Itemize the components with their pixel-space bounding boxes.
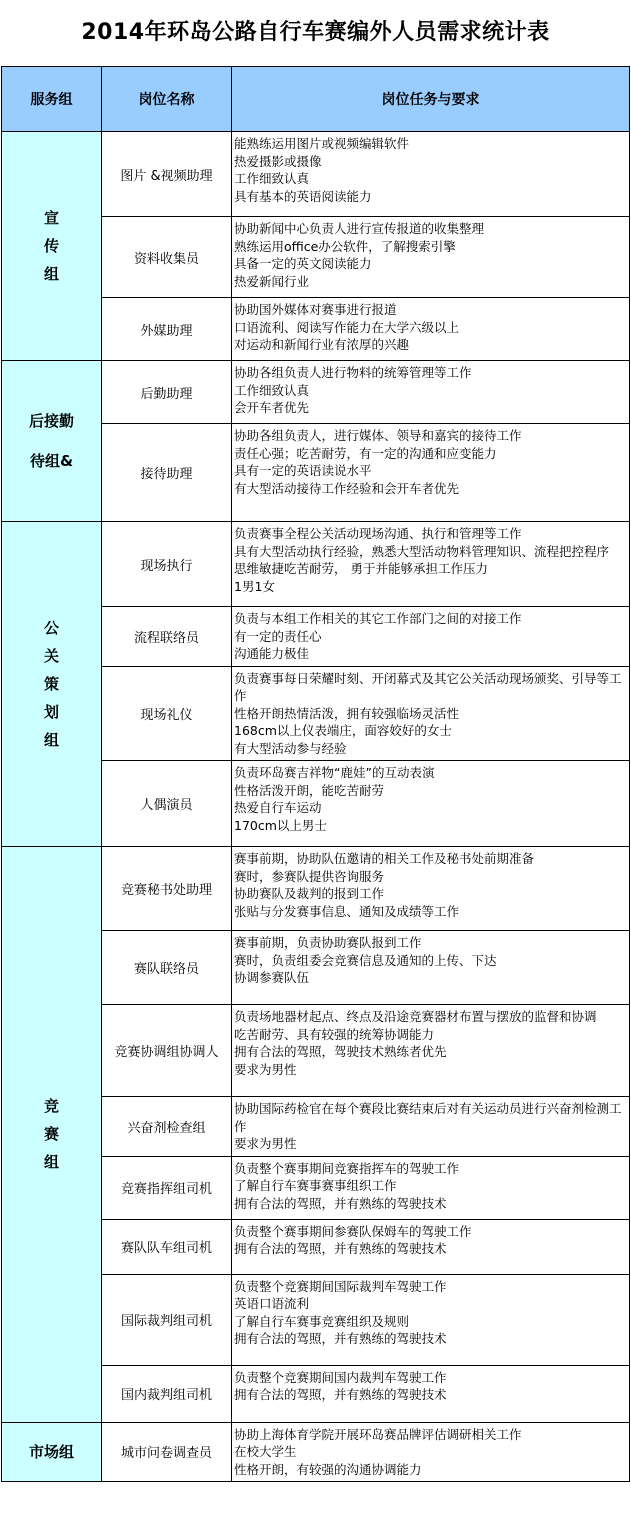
position-name: 外媒助理	[102, 298, 232, 361]
group-name: 后接勤待组&	[29, 412, 75, 470]
requirement-line: 熟练运用office办公软件，了解搜索引擎	[234, 238, 456, 254]
staff-table	[1, 66, 630, 1482]
requirements-cell	[232, 1156, 630, 1219]
requirement-line: 赛时，负责组委会竞赛信息及通知的上传、下达	[234, 952, 497, 968]
requirement-line: 有大型活动接待工作经验和会开车者优先	[234, 480, 460, 496]
group-name: 竞赛组	[43, 1097, 59, 1172]
requirement-line: 有一定的责任心	[234, 628, 322, 644]
group-name: 市场组	[28, 1442, 74, 1461]
requirement-line: 协助上海体育学院开展环岛赛品牌评估调研相关工作	[234, 1426, 522, 1442]
requirement-line: 负责整个竞赛期间国内裁判车驾驶工作	[234, 1369, 447, 1385]
requirement-line: 协助各组负责人进行物料的统筹管理等工作	[234, 365, 472, 380]
table-body	[2, 132, 630, 1482]
requirement-line: 负责整个赛事期间参赛队保姆车的驾驶工作	[234, 1223, 472, 1239]
requirement-line: 负责整个赛事期间竞赛指挥车的驾驶工作	[234, 1160, 460, 1176]
page-title: 2014年环岛公路自行车赛编外人员需求统计表	[81, 20, 550, 45]
table-row	[2, 132, 630, 217]
requirement-line: 要求为男性	[234, 1136, 297, 1151]
position-name: 兴奋剂检查组	[102, 1097, 232, 1157]
requirement-line: 拥有合法的驾照，驾驶技术熟练者优先	[234, 1044, 447, 1059]
requirements-cell	[232, 361, 630, 424]
table-row	[2, 847, 630, 931]
requirement-line: 要求为男性	[234, 1061, 297, 1077]
header-position: 岗位名称	[102, 67, 232, 132]
requirement-line: 负责整个竞赛期间国际裁判车驾驶工作	[234, 1278, 447, 1294]
position-name: 竞赛秘书处助理	[102, 847, 232, 931]
group-cell	[2, 132, 102, 361]
group-cell	[2, 847, 102, 1423]
requirement-line: 英语口语流利	[234, 1296, 310, 1311]
position-name: 国际裁判组司机	[102, 1274, 232, 1365]
requirement-line: 负责场地器材起点、终点及沿途竞赛器材布置与摆放的监督和协调	[234, 1009, 597, 1024]
table-row	[2, 1422, 630, 1482]
requirement-line: 负责与本组工作相关的其它工作部门之间的对接工作	[234, 611, 522, 626]
requirements-cell	[232, 217, 630, 298]
requirements-cell	[232, 298, 630, 361]
requirement-line: 拥有合法的驾照，并有熟练的驾驶技术	[234, 1387, 447, 1402]
header-group: 服务组	[2, 67, 102, 132]
table-row	[2, 522, 630, 607]
group-cell	[2, 522, 102, 847]
requirements-cell	[232, 1422, 630, 1482]
position-name: 赛队联络员	[102, 931, 232, 1005]
requirement-line: 有大型活动参与经验	[234, 740, 347, 756]
requirement-line: 性格开朗，有较强的沟通协调能力	[234, 1461, 422, 1477]
requirement-line: 拥有合法的驾照，并有熟练的驾驶技术	[234, 1195, 447, 1211]
requirement-line: 会开车者优先	[234, 400, 310, 415]
position-name: 竞赛协调组协调人	[102, 1005, 232, 1097]
requirement-line: 工作细致认真	[234, 171, 310, 186]
requirement-line: 了解自行车赛事竞赛组织及规则	[234, 1313, 410, 1329]
requirement-line: 赛时，参赛队提供咨询服务	[234, 868, 385, 884]
requirements-cell	[232, 1005, 630, 1097]
requirement-line: 张贴与分发赛事信息、通知及成绩等工作	[234, 903, 460, 919]
position-name: 图片 &视频助理	[102, 132, 232, 217]
position-name: 资料收集员	[102, 217, 232, 298]
group-cell	[2, 1422, 102, 1482]
requirements-cell	[232, 522, 630, 607]
position-name: 城市问卷调查员	[102, 1422, 232, 1482]
requirement-line: 负责环岛赛吉祥物“鹿娃”的互动表演	[234, 765, 435, 780]
requirement-line: 1男1女	[234, 578, 275, 594]
position-name: 流程联络员	[102, 607, 232, 667]
requirement-line: 口语流利、阅读写作能力在大学六级以上	[234, 319, 460, 335]
requirements-cell	[232, 847, 630, 931]
requirement-line: 沟通能力极佳	[234, 646, 310, 661]
requirement-line: 协助新闻中心负责人进行宣传报道的收集整理	[234, 221, 485, 236]
requirement-line: 工作细致认真	[234, 382, 310, 398]
position-name: 赛队队车组司机	[102, 1219, 232, 1274]
requirement-line: 在校大学生	[234, 1444, 297, 1459]
requirement-line: 拥有合法的驾照，并有熟练的驾驶技术	[234, 1241, 447, 1256]
requirements-cell	[232, 1219, 630, 1274]
group-name: 宣传组	[43, 209, 59, 283]
table-row	[2, 361, 630, 424]
requirement-line: 具有基本的英语阅读能力	[234, 188, 372, 204]
position-name: 现场礼仪	[102, 666, 232, 761]
requirement-line: 能熟练运用图片或视频编辑软件	[234, 136, 410, 151]
requirements-cell	[232, 424, 630, 522]
header-requirements: 岗位任务与要求	[232, 67, 630, 132]
requirement-line: 协助各组负责人，进行媒体、领导和嘉宾的接待工作	[234, 428, 522, 443]
requirement-line: 协调参赛队伍	[234, 970, 310, 985]
requirement-line: 思维敏捷吃苦耐劳， 勇于并能够承担工作压力	[234, 561, 488, 576]
position-name: 接待助理	[102, 424, 232, 522]
requirement-line: 拥有合法的驾照，并有熟练的驾驶技术	[234, 1331, 447, 1346]
position-name: 现场执行	[102, 522, 232, 607]
requirement-line: 责任心强；吃苦耐劳，有一定的沟通和应变能力	[234, 445, 497, 461]
requirement-line: 赛事前期，协助队伍邀请的相关工作及秘书处前期准备	[234, 851, 535, 866]
group-name: 公关策划组	[43, 619, 59, 749]
group-cell	[2, 361, 102, 522]
requirement-line: 170cm以上男士	[234, 817, 327, 833]
position-name: 人偶演员	[102, 761, 232, 847]
position-name: 国内裁判组司机	[102, 1365, 232, 1422]
requirement-line: 赛事前期，负责协助赛队报到工作	[234, 935, 422, 950]
requirement-line: 具有大型活动执行经验，熟悉大型活动物料管理知识、流程把控程序	[234, 543, 610, 559]
requirements-cell	[232, 1097, 630, 1157]
requirements-cell	[232, 607, 630, 667]
requirement-line: 热爱摄影或摄像	[234, 153, 322, 169]
requirement-line: 热爱自行车运动	[234, 800, 322, 815]
requirement-line: 具备一定的英文阅读能力	[234, 256, 372, 271]
requirements-cell	[232, 132, 630, 217]
requirement-line: 负责赛事全程公关活动现场沟通、执行和管理等工作	[234, 526, 522, 541]
position-name: 竞赛指挥组司机	[102, 1156, 232, 1219]
requirement-line: 了解自行车赛事赛事组织工作	[234, 1178, 397, 1193]
requirement-line: 性格开朗热情活泼，拥有较强临场灵活性	[234, 705, 460, 721]
requirement-line: 协助赛队及裁判的报到工作	[234, 886, 385, 901]
requirement-line: 热爱新闻行业	[234, 273, 310, 289]
requirements-cell	[232, 666, 630, 761]
header-row	[2, 67, 630, 132]
requirements-cell	[232, 931, 630, 1005]
requirement-line: 具有一定的英语读说水平	[234, 463, 372, 478]
requirements-cell	[232, 1365, 630, 1422]
requirements-cell	[232, 761, 630, 847]
requirement-line: 负责赛事每日荣耀时刻、开闭幕式及其它公关活动现场颁奖、引导等工作	[234, 670, 622, 703]
position-name: 后勤助理	[102, 361, 232, 424]
requirements-cell	[232, 1274, 630, 1365]
requirement-line: 性格活泼开朗，能吃苦耐劳	[234, 782, 385, 798]
requirement-line: 168cm以上仪表端庄，面容姣好的女士	[234, 723, 452, 738]
requirement-line: 协助国外媒体对赛事进行报道	[234, 302, 397, 317]
requirement-line: 对运动和新闻行业有浓厚的兴趣	[234, 337, 410, 352]
requirement-line: 吃苦耐劳、具有较强的统筹协调能力	[234, 1026, 435, 1042]
requirement-line: 协助国际药检官在每个赛段比赛结束后对有关运动员进行兴奋剂检测工作	[234, 1101, 622, 1134]
